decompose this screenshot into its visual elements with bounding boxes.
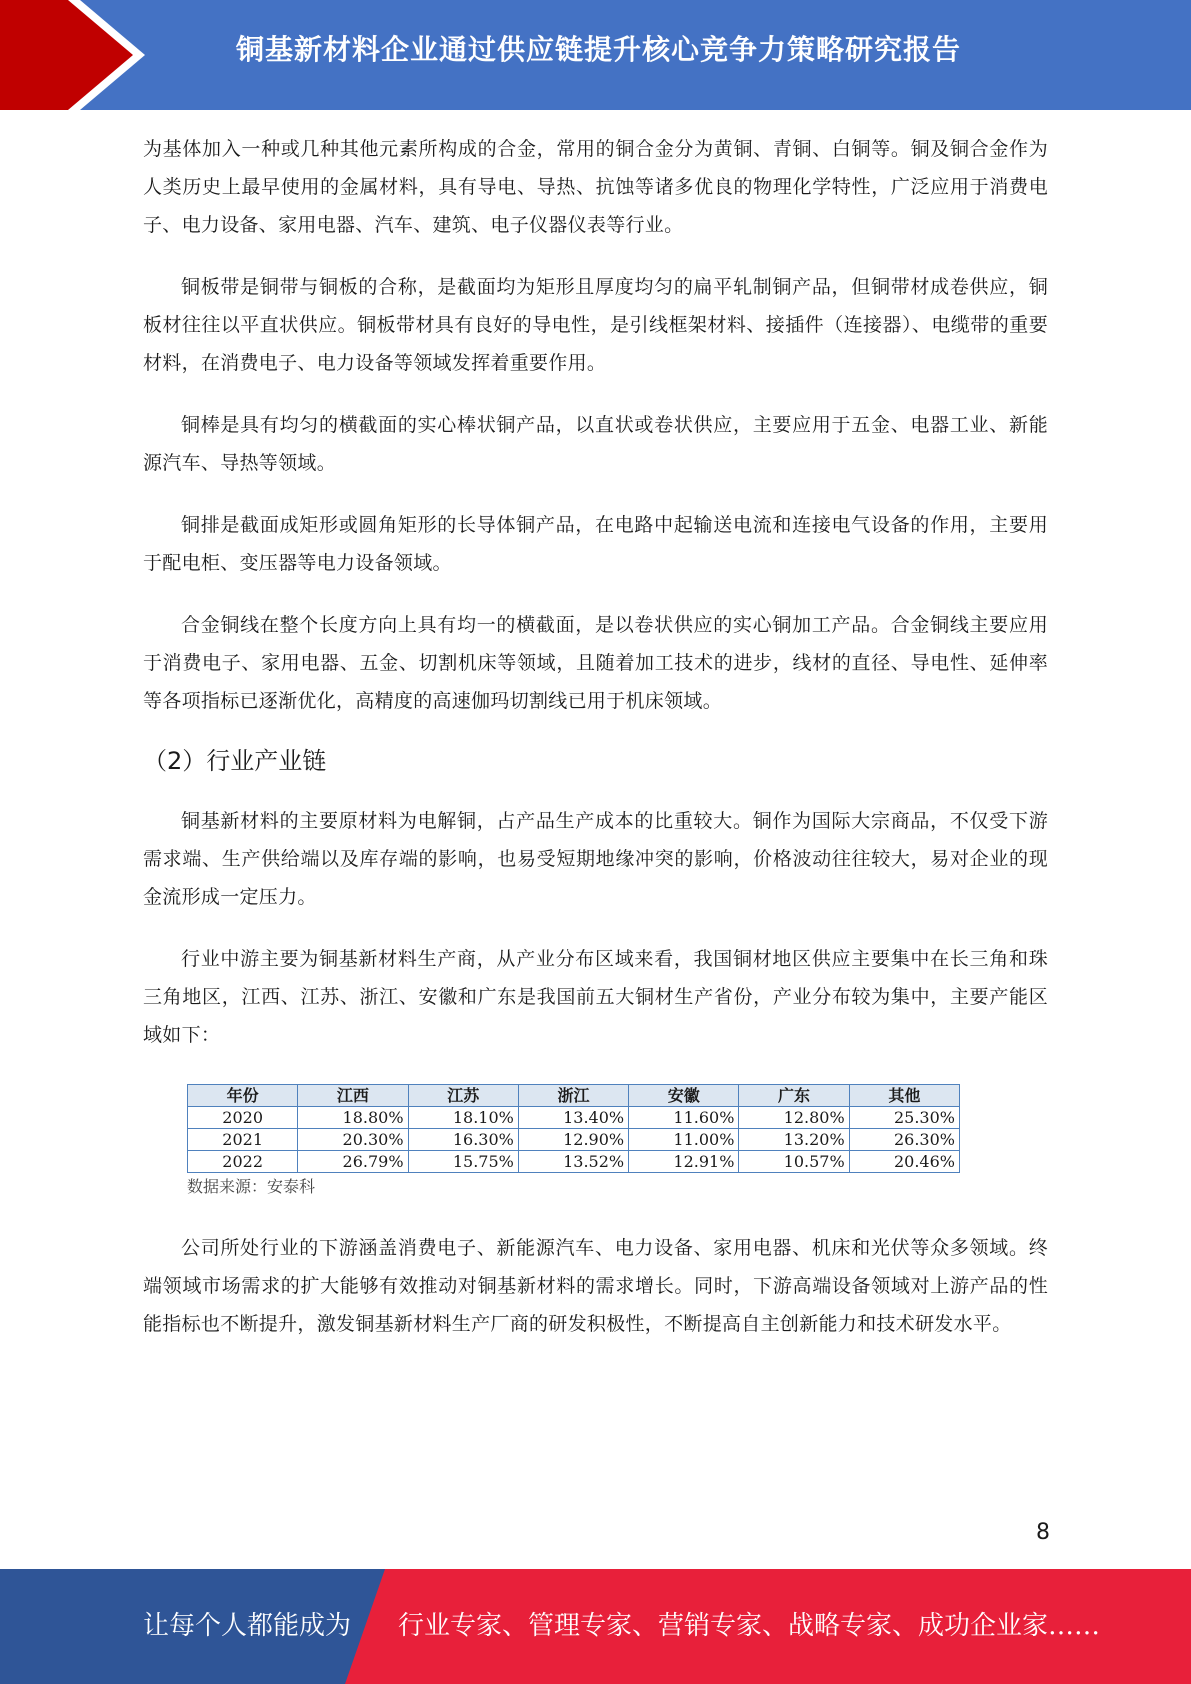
table-header-cell: 广东 (739, 1085, 849, 1107)
paragraph: 铜棒是具有均匀的横截面的实心棒状铜产品，以直状或卷状供应，主要应用于五金、电器工业、新能源汽车、导热等领域。 (143, 414, 1048, 474)
table-cell: 11.60% (629, 1107, 739, 1129)
table-cell: 15.75% (408, 1151, 518, 1173)
table-header-cell: 年份 (188, 1085, 298, 1107)
paragraph: 为基体加入一种或几种其他元素所构成的合金，常用的铜合金分为黄铜、青铜、白铜等。铜及铜合金作为人类历史上最早使用的金属材料，具有导电、导热、抗蚀等诸多优良的物理化学特性，广泛应用于消费电子、电力设备、家用电器、汽车、建筑、电子仪器仪表等行业。 (143, 138, 1048, 236)
footer-slogan-left: 让每个人都能成为 (143, 1611, 352, 1641)
table-cell: 20.46% (849, 1151, 959, 1173)
table-header-cell: 江西 (298, 1085, 408, 1107)
table-cell: 13.40% (518, 1107, 628, 1129)
table-cell: 2022 (188, 1151, 298, 1173)
table-cell: 20.30% (298, 1129, 408, 1151)
table-source-note: 数据来源：安泰科 (187, 1177, 316, 1196)
table-cell: 12.90% (518, 1129, 628, 1151)
section-heading: （2）行业产业链 (143, 747, 327, 775)
table-cell: 10.57% (739, 1151, 849, 1173)
table-cell: 25.30% (849, 1107, 959, 1129)
page-header (0, 0, 1191, 110)
table-row (188, 1129, 960, 1151)
table-cell: 18.80% (298, 1107, 408, 1129)
table-cell: 13.52% (518, 1151, 628, 1173)
page-content (143, 130, 1048, 1367)
header-title: 铜基新材料企业通过供应链提升核心竞争力策略研究报告 (236, 33, 962, 66)
paragraph: 铜板带是铜带与铜板的合称，是截面均为矩形且厚度均匀的扁平轧制铜产品，但铜带材成卷供应，铜板材往往以平直状供应。铜板带材具有良好的导电性，是引线框架材料、接插件（连接器）、电缆带的重要材料，在消费电子、电力设备等领域发挥着重要作用。 (143, 276, 1048, 374)
table-header-row (188, 1085, 960, 1107)
table-row (188, 1151, 960, 1173)
paragraph: 铜基新材料的主要原材料为电解铜，占产品生产成本的比重较大。铜作为国际大宗商品，不仅受下游需求端、生产供给端以及库存端的影响，也易受短期地缘冲突的影响，价格波动往往较大，易对企业的现金流形成一定压力。 (143, 810, 1048, 908)
table-cell: 18.10% (408, 1107, 518, 1129)
region-share-table-container (187, 1084, 960, 1199)
table-header-cell: 安徽 (629, 1085, 739, 1107)
region-share-table (187, 1084, 960, 1173)
table-cell: 12.91% (629, 1151, 739, 1173)
table-cell: 2020 (188, 1107, 298, 1129)
table-header-cell: 江苏 (408, 1085, 518, 1107)
footer-slogan-right: 行业专家、管理专家、营销专家、战略专家、成功企业家…… (398, 1611, 1101, 1641)
paragraph: 行业中游主要为铜基新材料生产商，从产业分布区域来看，我国铜材地区供应主要集中在长三角和珠三角地区，江西、江苏、浙江、安徽和广东是我国前五大铜材生产省份，产业分布较为集中，主要产能区域如下： (143, 948, 1048, 1046)
table-row (188, 1107, 960, 1129)
table-cell: 26.79% (298, 1151, 408, 1173)
page-footer (0, 1569, 1191, 1684)
table-header-cell: 浙江 (518, 1085, 628, 1107)
table-header-cell: 其他 (849, 1085, 959, 1107)
table-cell: 12.80% (739, 1107, 849, 1129)
paragraph: 公司所处行业的下游涵盖消费电子、新能源汽车、电力设备、家用电器、机床和光伏等众多领域。终端领域市场需求的扩大能够有效推动对铜基新材料的需求增长。同时，下游高端设备领域对上游产品的性能指标也不断提升，激发铜基新材料生产厂商的研发积极性，不断提高自主创新能力和技术研发水平。 (143, 1237, 1048, 1335)
page-number: 8 (1036, 1520, 1050, 1545)
header-arrow-decoration (0, 0, 240, 110)
table-cell: 26.30% (849, 1129, 959, 1151)
paragraph: 铜排是截面成矩形或圆角矩形的长导体铜产品，在电路中起输送电流和连接电气设备的作用，主要用于配电柜、变压器等电力设备领域。 (143, 514, 1048, 574)
table-cell: 11.00% (629, 1129, 739, 1151)
table-cell: 16.30% (408, 1129, 518, 1151)
table-cell: 13.20% (739, 1129, 849, 1151)
table-cell: 2021 (188, 1129, 298, 1151)
paragraph: 合金铜线在整个长度方向上具有均一的横截面，是以卷状供应的实心铜加工产品。合金铜线主要应用于消费电子、家用电器、五金、切割机床等领域，且随着加工技术的进步，线材的直径、导电性、延伸率等各项指标已逐渐优化，高精度的高速伽玛切割线已用于机床领域。 (143, 614, 1048, 712)
